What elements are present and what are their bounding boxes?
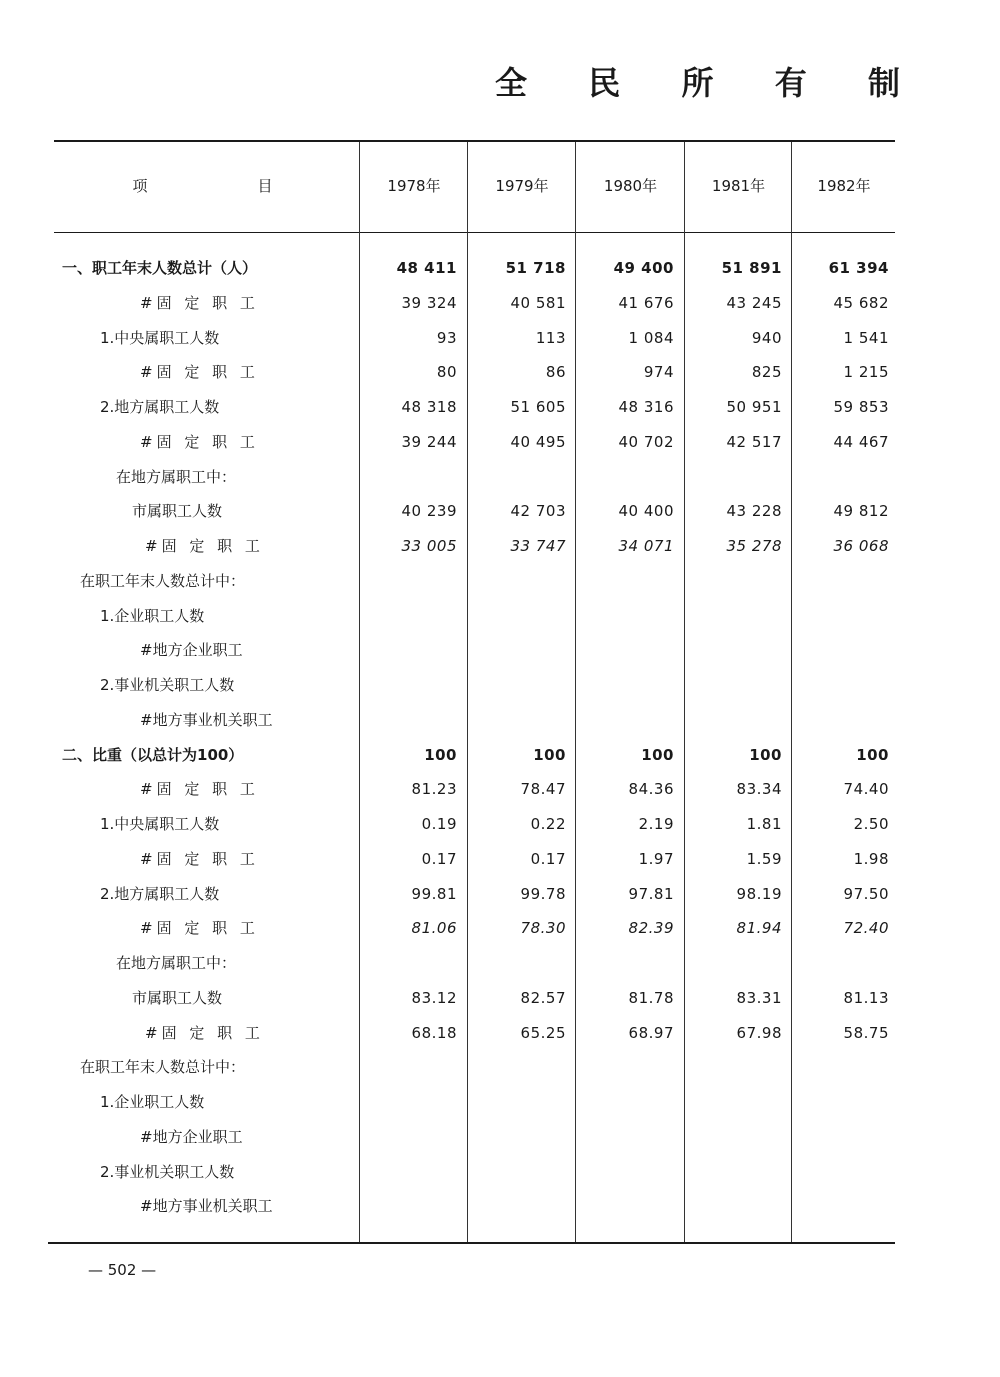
- row-value: 0.17: [421, 849, 457, 868]
- row-value: 825: [751, 363, 782, 382]
- row-value: 100: [533, 745, 566, 764]
- row-value: 97.81: [628, 884, 674, 903]
- table-row: [0, 915, 1000, 941]
- table-row: [0, 1159, 1000, 1185]
- row-value: 39 244: [401, 432, 457, 451]
- row-label: 1.企业职工人数: [100, 606, 205, 625]
- row-label: #固 定 职 工: [140, 363, 259, 382]
- row-label: 2.事业机关职工人数: [100, 1162, 235, 1181]
- row-label: #地方企业职工: [140, 1127, 243, 1146]
- row-value: 58.75: [843, 1023, 889, 1042]
- row-label: 在地方属职工中：: [116, 467, 237, 486]
- row-value: 44 467: [833, 432, 889, 451]
- table-row: [0, 359, 1000, 385]
- row-label: #地方事业机关职工: [140, 710, 273, 729]
- table-row: [0, 742, 1000, 768]
- row-value: 81.78: [628, 988, 674, 1007]
- row-value: 68.18: [411, 1023, 457, 1042]
- row-value: 45 682: [833, 293, 889, 312]
- header-year-1982: 1982年: [817, 177, 871, 195]
- table-row: [0, 429, 1000, 455]
- row-label: #固 定 职 工: [140, 849, 259, 868]
- row-value: 100: [641, 745, 674, 764]
- title-char: 制: [867, 64, 900, 102]
- row-value: 42 517: [726, 432, 782, 451]
- row-value: 39 324: [401, 293, 457, 312]
- row-label: #固 定 职 工: [140, 919, 259, 938]
- row-value: 84.36: [628, 780, 674, 799]
- table-row: [0, 325, 1000, 351]
- table-row: [0, 533, 1000, 559]
- row-value: 1.98: [853, 849, 889, 868]
- row-value: 42 703: [510, 502, 566, 521]
- row-value: 0.17: [530, 849, 566, 868]
- table-row: [0, 1054, 1000, 1080]
- row-value: 72.40: [843, 919, 889, 938]
- row-value: 36 068: [833, 537, 889, 555]
- header-bottom-rule: [54, 232, 895, 233]
- row-value: 100: [424, 745, 457, 764]
- row-value: 48 318: [401, 398, 457, 416]
- row-value: 74.40: [843, 780, 889, 799]
- page-number: — 502 —: [88, 1261, 157, 1279]
- title-char: 全: [495, 64, 528, 102]
- header-item-label: 项: [132, 177, 148, 195]
- row-value: 98.19: [736, 884, 782, 903]
- row-label: #固 定 职 工: [140, 780, 259, 799]
- row-value: 81.13: [843, 988, 889, 1007]
- row-label: 在职工年末人数总计中：: [80, 1058, 246, 1077]
- row-label: 在地方属职工中：: [116, 954, 237, 972]
- row-value: 51 891: [721, 259, 782, 277]
- row-label: 市属职工人数: [132, 988, 223, 1007]
- row-value: 50 951: [726, 398, 782, 416]
- row-value: 1.97: [638, 849, 674, 868]
- table-row: [0, 846, 1000, 872]
- table-row: [0, 1089, 1000, 1115]
- row-value: 974: [643, 363, 674, 382]
- row-label: 1.中央属职工人数: [100, 328, 220, 347]
- row-value: 93: [436, 328, 457, 347]
- row-value: 1 215: [843, 363, 889, 382]
- row-value: 34 071: [618, 537, 674, 555]
- table-row: [0, 464, 1000, 490]
- row-value: 2.19: [638, 815, 674, 833]
- row-label: #地方企业职工: [140, 641, 243, 660]
- row-value: 99.78: [520, 884, 566, 903]
- row-label: 1.中央属职工人数: [100, 815, 220, 833]
- row-value: 81.06: [411, 919, 457, 938]
- row-label: #地方事业机关职工: [140, 1197, 273, 1216]
- table-row: [0, 603, 1000, 629]
- row-value: 86: [545, 363, 566, 382]
- table-row: [0, 637, 1000, 663]
- row-value: 83.31: [736, 988, 782, 1007]
- row-value: 68.97: [628, 1023, 674, 1042]
- row-label: 市属职工人数: [132, 502, 223, 521]
- row-value: 1 084: [628, 328, 674, 347]
- row-value: 40 581: [510, 293, 566, 312]
- row-value: 35 278: [726, 537, 782, 555]
- row-value: 49 400: [613, 259, 674, 277]
- row-label: 在职工年末人数总计中：: [80, 571, 246, 590]
- row-value: 0.22: [530, 815, 566, 833]
- row-value: 40 495: [510, 432, 566, 451]
- row-label: #固 定 职 工: [145, 537, 264, 555]
- table-row: [0, 568, 1000, 594]
- row-value: 100: [749, 745, 782, 764]
- row-value: 40 239: [401, 502, 457, 521]
- row-value: 49 812: [833, 502, 889, 521]
- row-value: 99.81: [411, 884, 457, 903]
- row-label: 一、职工年末人数总计（人）: [62, 259, 258, 277]
- table-row: [0, 255, 1000, 281]
- header-year-1978: 1978年: [387, 177, 441, 195]
- row-value: 59 853: [833, 398, 889, 416]
- row-value: 100: [856, 745, 889, 764]
- row-label: 2.地方属职工人数: [100, 398, 220, 416]
- table-bottom-rule: [48, 1242, 895, 1244]
- table-row: [0, 950, 1000, 976]
- row-label: 1.企业职工人数: [100, 1093, 205, 1111]
- row-value: 82.39: [628, 919, 674, 938]
- row-value: 81.23: [411, 780, 457, 799]
- row-value: 81.94: [736, 919, 782, 938]
- table-row: [0, 1020, 1000, 1046]
- row-value: 97.50: [843, 884, 889, 903]
- table-row: [0, 811, 1000, 837]
- header-year-1979: 1979年: [495, 177, 549, 195]
- row-value: 80: [436, 363, 457, 382]
- table-row: [0, 672, 1000, 698]
- row-value: 33 005: [401, 537, 457, 555]
- row-value: 67.98: [736, 1023, 782, 1042]
- row-value: 40 702: [618, 432, 674, 451]
- row-value: 82.57: [520, 988, 566, 1007]
- row-value: 2.50: [853, 815, 889, 833]
- table-row: [0, 290, 1000, 316]
- table-row: [0, 1193, 1000, 1219]
- header-year-1981: 1981年: [711, 177, 766, 195]
- row-value: 83.34: [736, 780, 782, 799]
- table-row: [0, 985, 1000, 1011]
- row-value: 0.19: [421, 815, 457, 833]
- row-value: 65.25: [520, 1023, 566, 1042]
- row-value: 40 400: [618, 502, 674, 521]
- row-value: 61 394: [828, 259, 889, 277]
- title-char: 有: [774, 64, 807, 102]
- row-value: 48 411: [396, 259, 457, 277]
- row-value: 940: [751, 328, 782, 347]
- row-value: 43 245: [726, 293, 782, 312]
- row-label: #固 定 职 工: [145, 1023, 264, 1042]
- page-title: [495, 58, 900, 102]
- header-item-label: 目: [257, 177, 273, 195]
- row-label: #固 定 职 工: [140, 432, 259, 451]
- title-char: 所: [681, 64, 714, 102]
- table-row: [0, 1124, 1000, 1150]
- row-value: 33 747: [510, 537, 566, 555]
- header-year-1980: 1980年: [603, 177, 658, 195]
- table-row: [0, 394, 1000, 420]
- table-top-rule: [54, 140, 895, 142]
- table-row: [0, 776, 1000, 802]
- row-value: 43 228: [726, 502, 782, 521]
- row-value: 51 605: [510, 398, 566, 416]
- table-row: [0, 881, 1000, 907]
- title-char: 民: [588, 64, 621, 102]
- table-row: [0, 707, 1000, 733]
- row-value: 41 676: [618, 293, 674, 312]
- row-value: 1.81: [746, 815, 782, 833]
- row-label: #固 定 职 工: [140, 293, 259, 312]
- row-value: 1 541: [843, 328, 889, 347]
- row-label: 2.事业机关职工人数: [100, 676, 235, 694]
- row-value: 83.12: [411, 988, 457, 1007]
- row-value: 78.30: [520, 919, 566, 938]
- row-label: 二、比重（以总计为100）: [62, 745, 244, 764]
- row-value: 113: [535, 328, 566, 347]
- row-value: 1.59: [746, 849, 782, 868]
- row-value: 51 718: [505, 259, 566, 277]
- row-value: 48 316: [618, 398, 674, 416]
- row-label: 2.地方属职工人数: [100, 884, 220, 903]
- table-row: [0, 498, 1000, 524]
- row-value: 78.47: [520, 780, 566, 799]
